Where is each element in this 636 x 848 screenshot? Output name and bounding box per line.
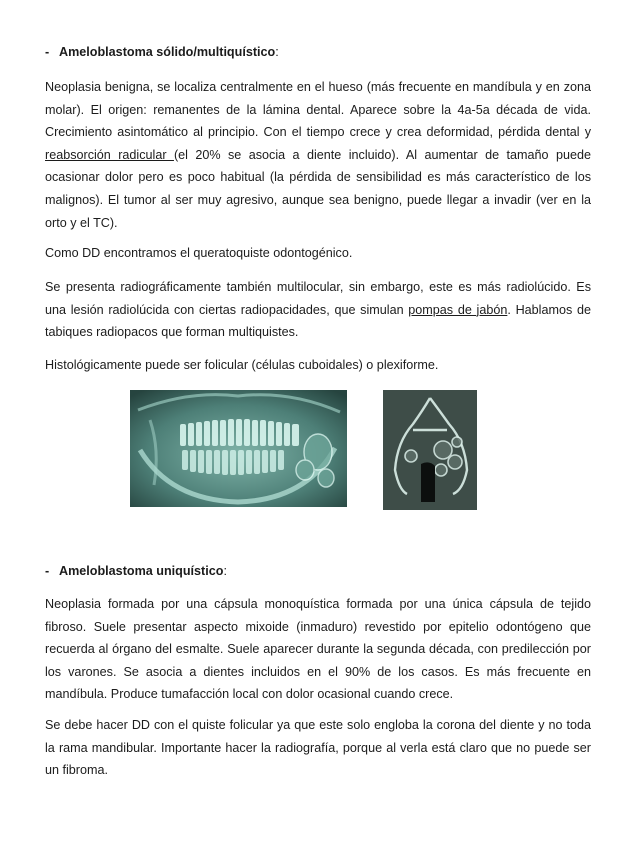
ct-scan-image: [383, 390, 477, 510]
panoramic-xray-icon: [130, 390, 347, 507]
section-heading-solid: [45, 44, 279, 60]
heading-text: Ameloblastoma uniquístico: [59, 564, 224, 578]
text-run: Neoplasia benigna, se localiza centralmente en el hueso (más frecuente en mandíbula y en zona molar). El origen: remanentes de la lámina dental. Aparece sobre la 4a-5a década de vida. Crecimiento asintomático al principio. Con el tiempo crece y crea deformidad, pérdida dental y: [45, 80, 591, 140]
paragraph-radiography: [45, 276, 591, 344]
paragraph-unicystic-description: Neoplasia formada por una cápsula monoquística formada por una única cápsula de tejido fibroso. Suele presentar aspecto mixoide (inmaduro) revestido por epitelio odontógeno que recuerda al órgano del esmalte. Suele aparecer durante la segunda década, con predilección por los varones. Se asocia a dientes incluidos en el 90% de los casos. Es más frecuente en mandíbula. Produce tumafacción local con dolor ocasional cuando crece.: [45, 597, 591, 702]
heading-colon: :: [223, 564, 227, 578]
underlined-term: pompas de jabón: [408, 302, 508, 317]
text-run: Se presenta radiográficamente también multilocular, sin embargo, este es más radiolúcido. Es una lesión radiolúcida con ciertas radiopacidades, que simulan: [45, 280, 591, 317]
panoramic-xray-image: [130, 390, 347, 507]
paragraph-unicystic-dd: Se debe hacer DD con el quiste folicular ya que este solo engloba la corona del diente y no toda la rama mandibular. Importante hacer la radiografía, porque al verla está claro que no puede ser un fibroma.: [45, 718, 591, 778]
bullet-dash: -: [45, 564, 50, 578]
bullet-dash: -: [45, 45, 50, 59]
text-run: (el 20% se asocia a diente incluido). Al aumentar de tamaño puede ocasionar dolor pero es poco habitual (la pérdida de sensibilidad es más característico de los malignos). El tumor al ser muy agresivo, aunque sea benigno, puede llegar a invadir (ver en la orto y el TC).: [45, 147, 591, 230]
section-heading-unicystic: [45, 563, 227, 579]
heading-text: Ameloblastoma sólido/multiquístico: [59, 45, 276, 59]
heading-colon: :: [275, 45, 279, 59]
paragraph-dd: Como DD encontramos el queratoquiste odontogénico.: [45, 246, 353, 260]
ct-scan-icon: [383, 390, 477, 510]
text-run: . Hablamos de tabiques radiopacos que forman multiquistes.: [45, 302, 591, 340]
underlined-term: reabsorción radicular: [45, 147, 174, 162]
paragraph-description: [45, 76, 591, 234]
paragraph-histology: Histológicamente puede ser folicular (células cuboidales) o plexiforme.: [45, 358, 439, 372]
